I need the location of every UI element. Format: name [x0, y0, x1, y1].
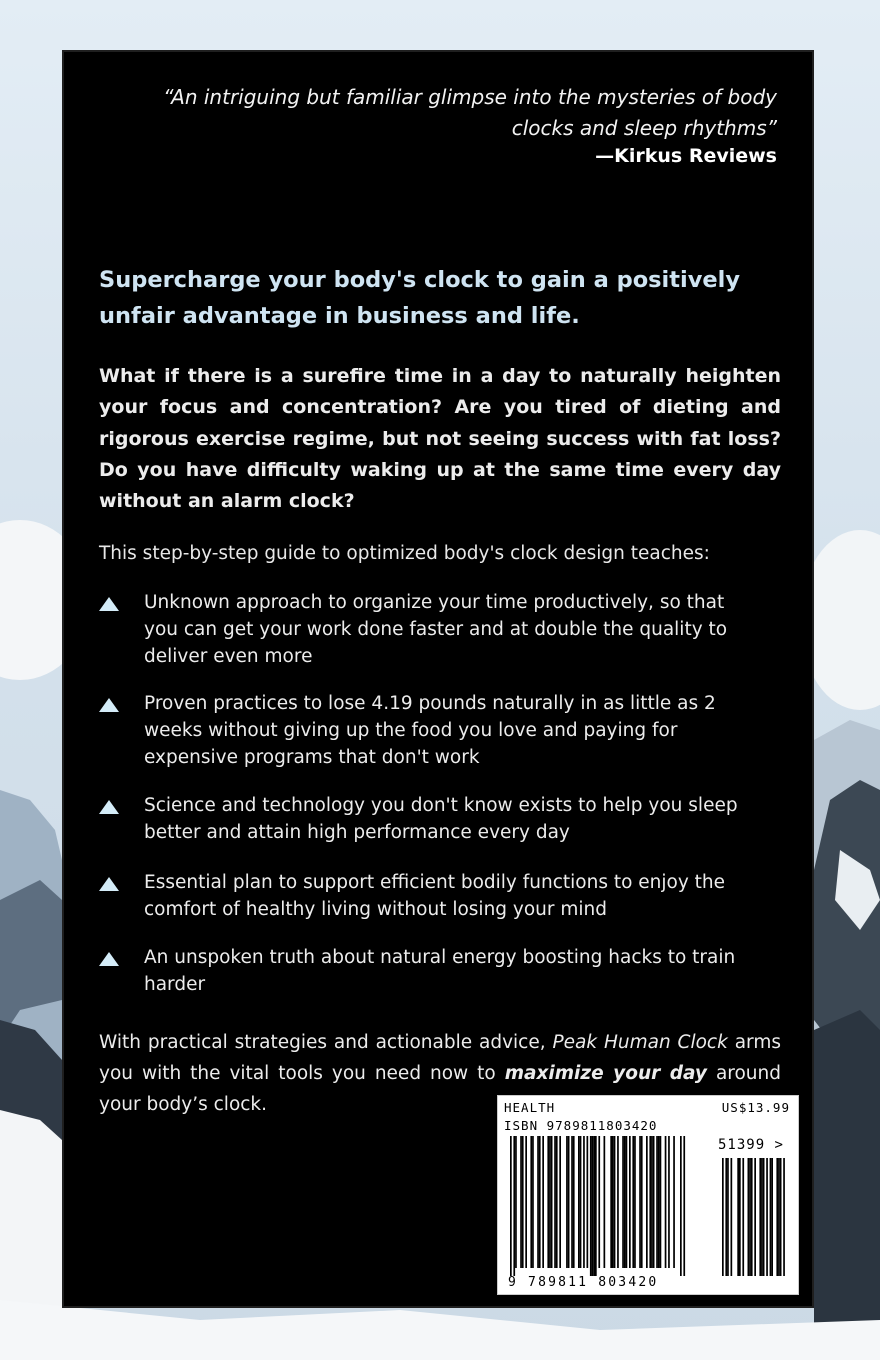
barcode-bar	[515, 1136, 517, 1268]
barcode-category: HEALTH	[504, 1100, 556, 1115]
triangle-up-icon	[99, 952, 119, 966]
barcode-addon-bar	[727, 1158, 729, 1276]
list-item-text: Unknown approach to organize your time productively, so that you can get your work done faster and at double the quality to deliver even more	[144, 592, 728, 667]
barcode-bar	[658, 1136, 660, 1268]
triangle-up-icon	[99, 698, 119, 712]
barcode-bar	[592, 1136, 594, 1276]
barcode-addon-bar	[725, 1158, 727, 1276]
list-item-text: Proven practices to lose 4.19 pounds naturally in as little as 2 weeks without giving up the food you love and paying for expensive programs that don't work	[144, 693, 716, 768]
barcode-bar	[653, 1136, 655, 1268]
barcode-bar	[622, 1136, 624, 1268]
barcode-addon-bar	[742, 1158, 744, 1276]
triangle-up-icon	[99, 877, 119, 891]
triangle-up-icon	[99, 597, 119, 611]
barcode-bar	[629, 1136, 631, 1268]
barcode-bar	[626, 1136, 628, 1268]
barcode-addon-bar	[770, 1158, 772, 1276]
barcode-addon-bar	[759, 1158, 761, 1276]
barcode-bar	[537, 1136, 539, 1268]
barcode-bar	[510, 1136, 512, 1276]
barcode-bar	[683, 1136, 685, 1276]
barcode-bar	[566, 1136, 568, 1268]
barcode-bar	[532, 1136, 534, 1268]
barcode-bar	[578, 1136, 580, 1268]
barcode-bar	[525, 1136, 527, 1268]
barcode-bar	[649, 1136, 651, 1268]
barcode-bar	[624, 1136, 626, 1268]
barcode-bar	[660, 1136, 662, 1268]
barcode-bar	[634, 1136, 636, 1268]
barcode-addon-bar	[737, 1158, 739, 1276]
headline: Supercharge your body's clock to gain a positively unfair advantage in business and life.	[99, 267, 741, 329]
barcode-bar	[646, 1136, 648, 1268]
barcode-bar	[617, 1136, 619, 1268]
barcode-bar	[539, 1136, 541, 1268]
barcode-isbn: ISBN 9789811803420	[504, 1118, 658, 1133]
barcode-bar	[571, 1136, 573, 1268]
barcode-bar	[632, 1136, 634, 1268]
barcode-addon-bar	[731, 1158, 733, 1276]
barcode-addon-bar	[761, 1158, 763, 1276]
barcode-bar	[595, 1136, 597, 1276]
barcode-addon-bar	[771, 1158, 773, 1276]
barcode-bar	[580, 1136, 582, 1268]
barcode-addon-bar	[748, 1158, 750, 1276]
barcode-bar	[656, 1136, 658, 1268]
barcode-addon-bar	[776, 1158, 778, 1276]
barcode-bar	[590, 1136, 592, 1276]
closing-text: arms you with the vital tools you need now to	[99, 1032, 781, 1084]
barcode-bar	[549, 1136, 551, 1268]
barcode-addon: 51399 >	[717, 1137, 784, 1153]
barcode-bar	[587, 1136, 589, 1268]
barcode-bars	[510, 1136, 790, 1276]
barcode-bar	[604, 1136, 606, 1268]
barcode-bar	[614, 1136, 616, 1268]
question-paragraph: What if there is a surefire time in a day to naturally heighten your focus and concentration? Are you tired of dieting and rigorous exercise regime, but not seeing success with fat loss? Do you have difficulty waking up at the same time every day without an alarm clock?	[99, 365, 781, 513]
barcode-bar	[641, 1136, 643, 1268]
barcode-addon-bar	[722, 1158, 724, 1276]
barcode-bar	[639, 1136, 641, 1268]
barcode-bar	[583, 1136, 585, 1268]
barcode-bar	[610, 1136, 612, 1268]
barcode-bar	[547, 1136, 549, 1268]
triangle-up-icon	[99, 800, 119, 814]
list-item-text: An unspoken truth about natural energy boosting hacks to train harder	[144, 947, 736, 995]
barcode-addon-bar	[783, 1158, 785, 1276]
barcode-bar	[542, 1136, 544, 1268]
barcode-bar	[554, 1136, 556, 1268]
barcode-bar	[530, 1136, 532, 1268]
barcode-bar	[598, 1136, 600, 1268]
closing-text: around your body’s clock.	[99, 1063, 781, 1115]
barcode-bar	[551, 1136, 553, 1268]
barcode-addon-bar	[780, 1158, 782, 1276]
barcode-bar	[559, 1136, 561, 1268]
barcode-addon-bar	[763, 1158, 765, 1276]
barcode-bar	[680, 1136, 682, 1276]
barcode-addon-bar	[751, 1158, 753, 1276]
back-cover-panel	[62, 50, 814, 1308]
barcode-bar	[573, 1136, 575, 1268]
barcode-price: US$13.99	[721, 1100, 790, 1115]
barcode-bar	[651, 1136, 653, 1268]
closing-emphasis: maximize your day	[504, 1063, 707, 1084]
book-title: Peak Human Clock	[552, 1032, 728, 1053]
barcode-bar	[513, 1136, 515, 1276]
closing-text: With practical strategies and actionable advice,	[99, 1032, 553, 1053]
barcode-addon-bar	[778, 1158, 780, 1276]
barcode-bar	[612, 1136, 614, 1268]
list-item-text: Essential plan to support efficient bodily functions to enjoy the comfort of healthy living without losing your mind	[144, 872, 726, 920]
list-item-text: Science and technology you don't know exists to help you sleep better and attain high performance every day	[144, 795, 738, 843]
intro-line: This step-by-step guide to optimized body's clock design teaches:	[99, 543, 710, 564]
barcode-addon-bar	[754, 1158, 756, 1276]
barcode-bar	[520, 1136, 522, 1268]
barcode-addon-bar	[766, 1158, 768, 1276]
barcode-addon-bar	[749, 1158, 751, 1276]
review-quote: “An intriguing but familiar glimpse into the mysteries of body clocks and sleep rhythms”	[163, 85, 777, 140]
review-source: —Kirkus Reviews	[595, 145, 777, 167]
barcode-bar	[668, 1136, 670, 1268]
barcode-digits: 9 789811 803420	[508, 1275, 659, 1290]
barcode-bar	[556, 1136, 558, 1268]
barcode-bar	[522, 1136, 524, 1268]
barcode-addon-bar	[739, 1158, 741, 1276]
barcode-bar	[673, 1136, 675, 1268]
barcode-label	[497, 1095, 799, 1295]
barcode-bar	[665, 1136, 667, 1268]
barcode-bar	[593, 1136, 595, 1276]
barcode-bar	[568, 1136, 570, 1268]
